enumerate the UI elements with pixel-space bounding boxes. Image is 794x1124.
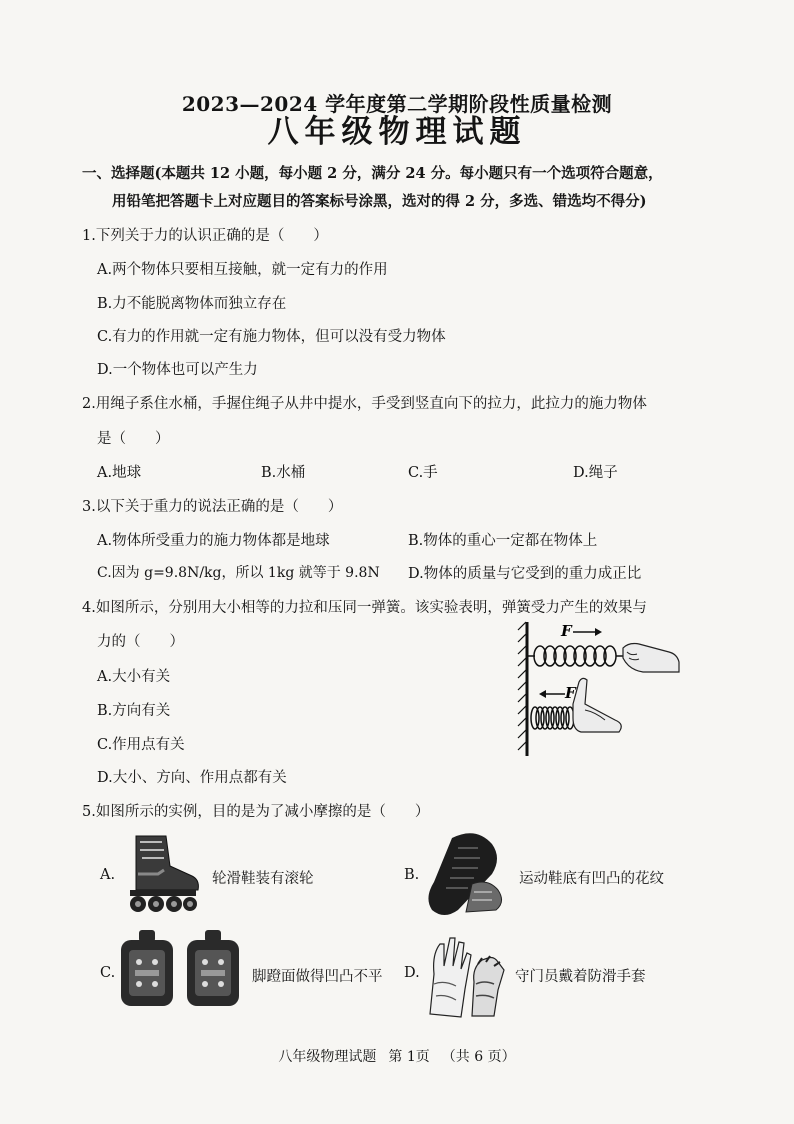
question-1-option-b: B.力不能脱离物体而独立存在: [97, 296, 287, 312]
question-4-stem-line1: 4.如图所示，分别用大小相等的力拉和压同一弹簧。该实验表明，弹簧受力产生的效果与: [82, 600, 647, 616]
force-arrowhead-right: [595, 628, 602, 636]
question-5-stem: 5.如图所示的实例，目的是为了减小摩擦的是（ ）: [82, 804, 430, 820]
section-heading-line1: 一、选择题(本题共 12 小题，每小题 2 分，满分 24 分。每小题只有一个选项符合题意，: [82, 165, 663, 182]
question-4-stem-line2: 力的（ ）: [97, 634, 184, 650]
pulling-hand-icon: [623, 644, 679, 673]
question-5-option-a-caption: 轮滑鞋装有滚轮: [212, 871, 314, 887]
question-3-option-d: D.物体的质量与它受到的重力成正比: [408, 566, 642, 582]
question-2-option-b: B.水桶: [261, 465, 306, 481]
question-2-stem-line1: 2.用绳子系住水桶，手握住绳子从井中提水，手受到竖直向下的拉力，此拉力的施力物体: [82, 396, 647, 412]
question-1-option-c: C.有力的作用就一定有施力物体，但可以没有受力物体: [97, 329, 446, 345]
goalkeeper-gloves-icon: [420, 934, 510, 1018]
compressed-spring: [531, 707, 574, 729]
question-1-option-d: D.一个物体也可以产生力: [97, 362, 258, 378]
force-label-top: F: [561, 622, 572, 640]
question-1-option-a: A.两个物体只要相互接触，就一定有力的作用: [97, 262, 388, 278]
question-2-option-d: D.绳子: [573, 465, 618, 481]
pushing-hand-icon: [573, 678, 621, 732]
question-5-option-c-caption: 脚蹬面做得凹凸不平: [252, 969, 383, 985]
question-3-stem: 3.以下关于重力的说法正确的是（ ）: [82, 499, 343, 515]
page-footer: [0, 1046, 794, 1066]
exam-title: 八年级物理试题: [267, 114, 527, 150]
question-5-option-d-caption: 守门员戴着防滑手套: [515, 969, 646, 985]
wall-hatching: [518, 622, 526, 750]
spring-experiment-figure: [515, 618, 685, 760]
question-5-option-c-letter: C.: [100, 965, 116, 981]
question-2-option-c: C.手: [408, 465, 438, 481]
footer-total: （共 6 页）: [441, 1049, 516, 1065]
footer-page: 第 1页: [388, 1049, 430, 1065]
question-4-option-c: C.作用点有关: [97, 737, 185, 753]
question-5-option-a-letter: A.: [100, 867, 116, 883]
footer-subject: 八年级物理试题: [278, 1049, 377, 1065]
question-5-option-d-letter: D.: [404, 965, 420, 981]
sneaker-sole-icon: [422, 828, 514, 920]
question-1-stem: 1.下列关于力的认识正确的是（ ）: [82, 228, 328, 244]
force-arrowhead-left: [539, 690, 546, 698]
question-3-option-c: C.因为 g=9.8N/kg，所以 1kg 就等于 9.8N: [97, 565, 380, 581]
exam-subtitle: 2023—2024 学年度第二学期阶段性质量检测: [181, 92, 613, 116]
question-5-option-b-letter: B.: [404, 867, 420, 883]
question-4-option-a: A.大小有关: [97, 669, 171, 685]
roller-skate-icon: [118, 830, 204, 916]
stretched-spring: [528, 646, 625, 666]
question-4-option-d: D.大小、方向、作用点都有关: [97, 770, 287, 786]
pedals-icon: [117, 926, 249, 1012]
question-5-option-b-caption: 运动鞋底有凹凸的花纹: [519, 871, 664, 887]
question-2-option-a: A.地球: [97, 465, 142, 481]
section-heading-line2: 用铅笔把答题卡上对应题目的答案标号涂黑，选对的得 2 分，多选、错选均不得分): [112, 193, 647, 210]
question-3-option-b: B.物体的重心一定都在物体上: [408, 533, 598, 549]
question-3-option-a: A.物体所受重力的施力物体都是地球: [97, 533, 330, 549]
question-4-option-b: B.方向有关: [97, 703, 171, 719]
question-2-stem-line2: 是（ ）: [97, 431, 170, 447]
force-label-bottom: F: [565, 684, 576, 702]
